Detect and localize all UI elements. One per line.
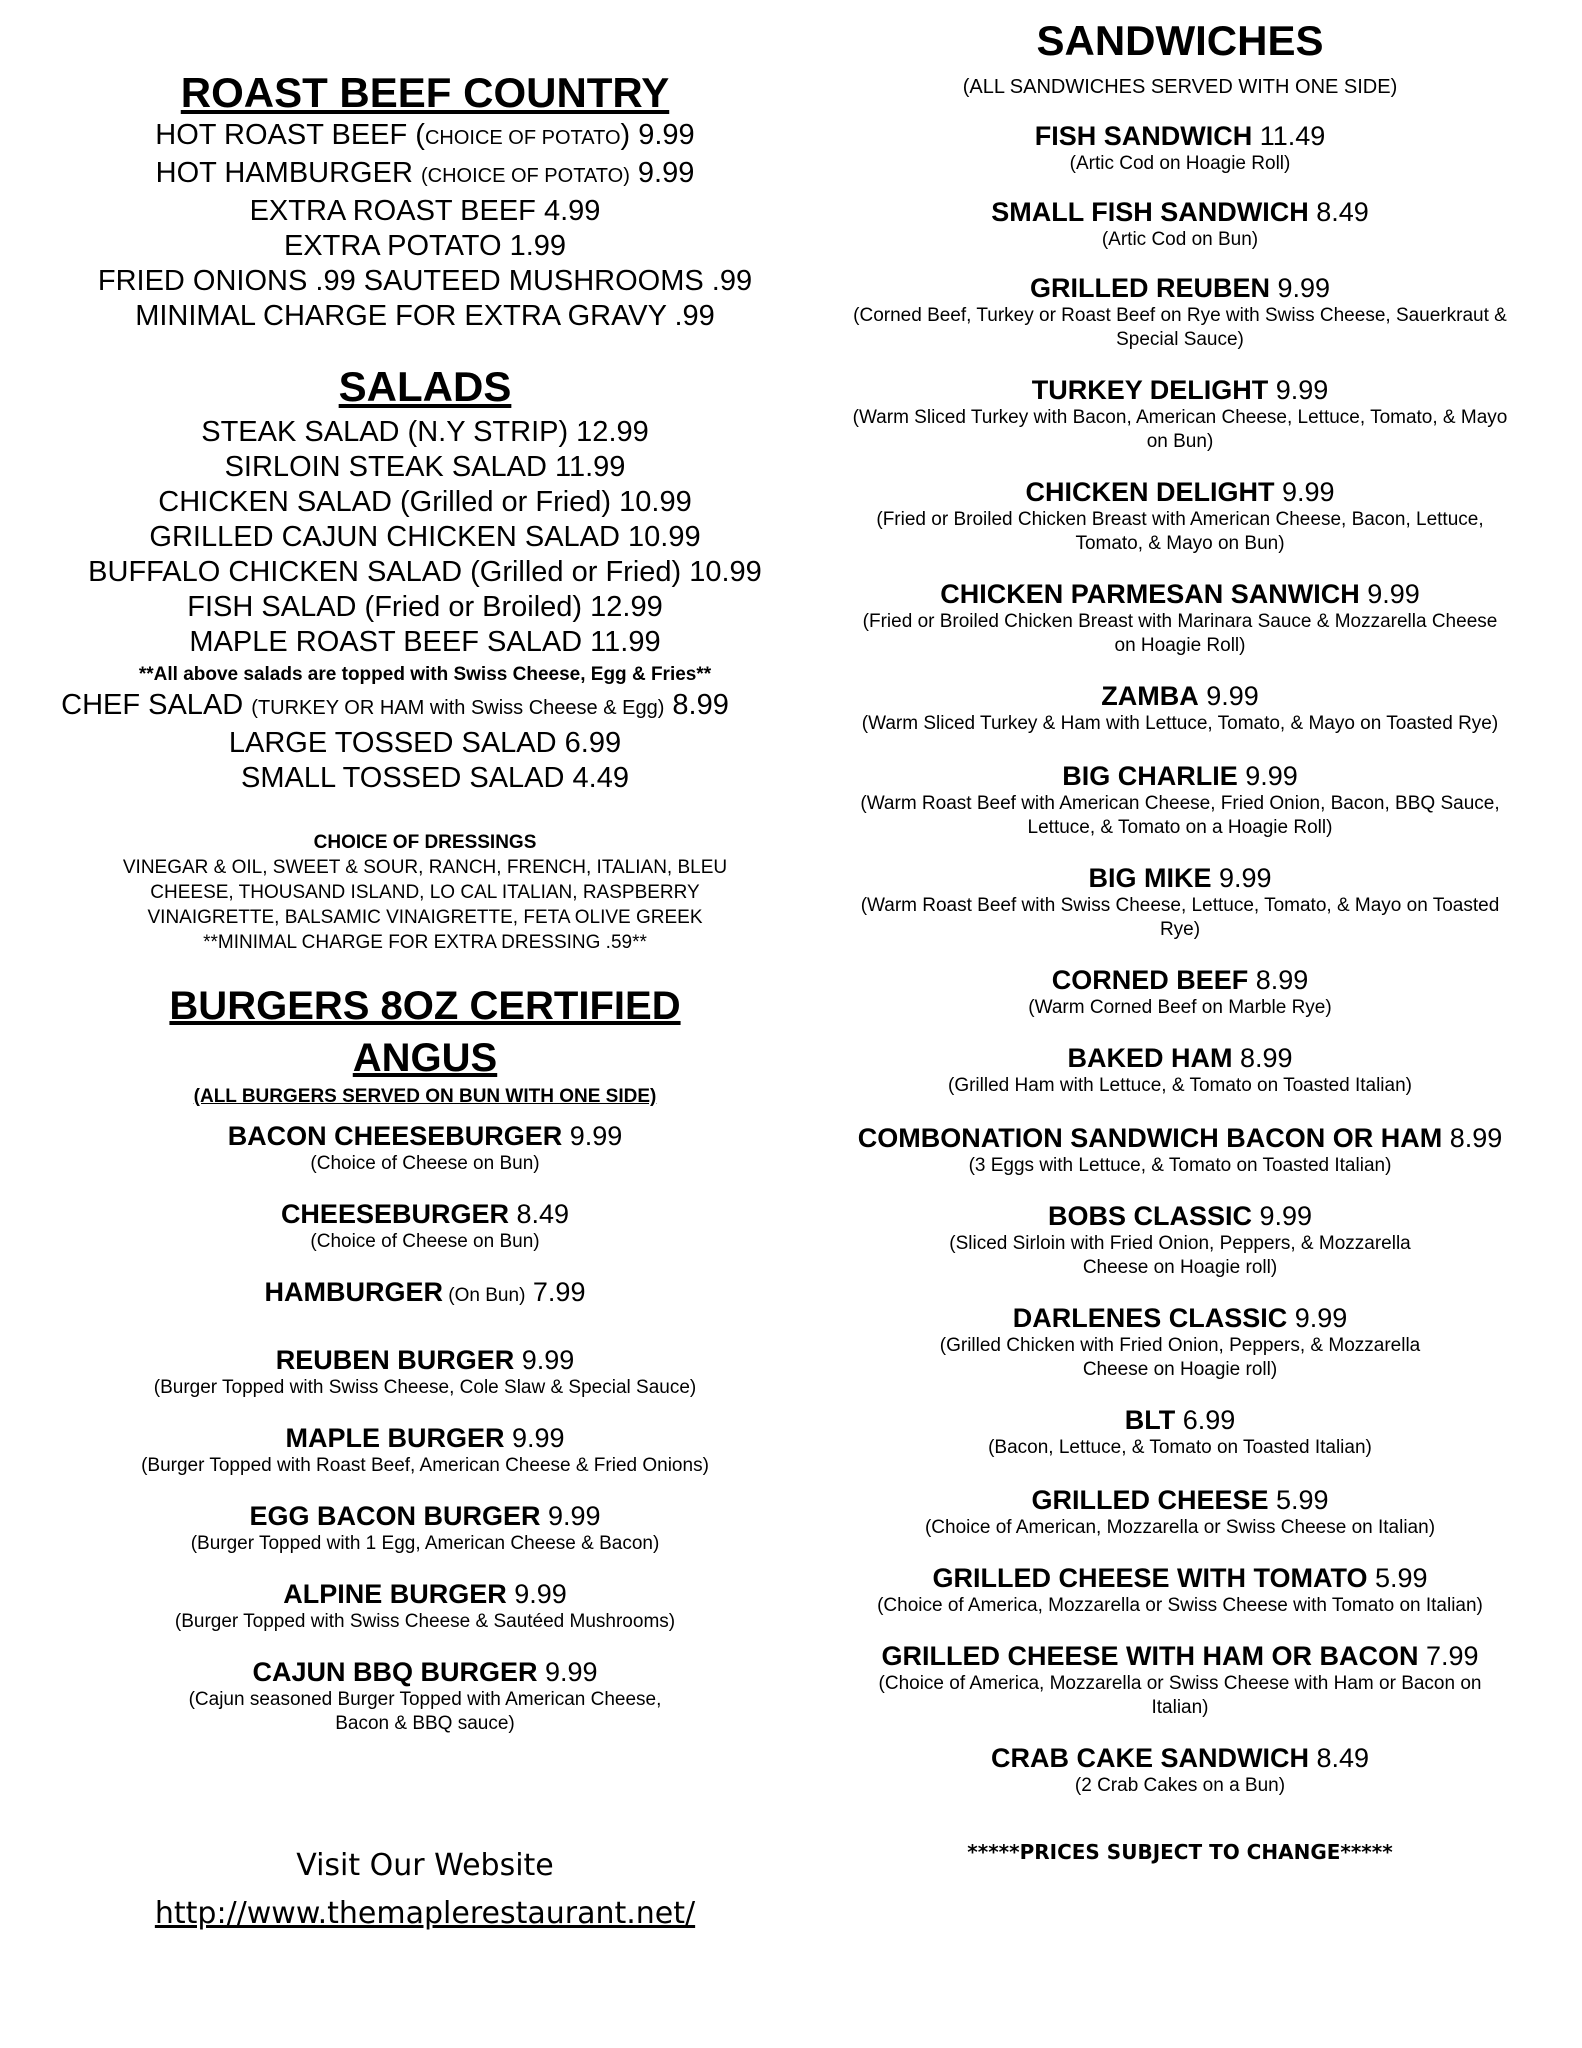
menu-item-grilled-cheese: GRILLED CHEESE 5.99 (Choice of American, Mozzarella or Swiss Cheese on Italian): [924, 1485, 1436, 1538]
salad-item: GRILLED CAJUN CHICKEN SALAD 10.99: [149, 521, 701, 553]
sandwiches-subtitle: (ALL SANDWICHES SERVED WITH ONE SIDE): [962, 76, 1398, 98]
roast-beef-line: HOT ROAST BEEF (CHOICE OF POTATO) 9.99: [155, 119, 695, 151]
dressings-heading: CHOICE OF DRESSINGS: [313, 832, 537, 853]
salad-item: STEAK SALAD (N.Y STRIP) 12.99: [201, 416, 649, 448]
menu-item-big-charlie: BIG CHARLIE 9.99 (Warm Roast Beef with American Cheese, Fried Onion, Bacon, BBQ Sauce, Lettuce, & Tomato on a Hoagie Roll): [860, 761, 1500, 838]
dressings-block: [50, 830, 800, 955]
menu-item-grilled-cheese-tomato: GRILLED CHEESE WITH TOMATO 5.99 (Choice of America, Mozzarella or Swiss Cheese with Tomato on Italian): [877, 1563, 1483, 1616]
salad-item: FISH SALAD (Fried or Broiled) 12.99: [187, 591, 663, 623]
dressings-line: CHEESE, THOUSAND ISLAND, LO CAL ITALIAN, RASPBERRY: [150, 882, 700, 903]
small-tossed-salad: SMALL TOSSED SALAD 4.49: [241, 762, 629, 794]
prices-notice: *****PRICES SUBJECT TO CHANGE*****: [967, 1840, 1393, 1864]
menu-item-chicken-parmesan: CHICKEN PARMESAN SANWICH 9.99 (Fried or Broiled Chicken Breast with Marinara Sauce & Mozzarella Cheese on Hoagie Roll): [862, 579, 1498, 656]
chef-salad: CHEF SALAD (TURKEY OR HAM with Swiss Cheese & Egg) 8.99: [61, 689, 729, 721]
menu-item-baked-ham: BAKED HAM 8.99 (Grilled Ham with Lettuce, & Tomato on Toasted Italian): [948, 1043, 1412, 1096]
menu-item-chicken-delight: CHICKEN DELIGHT 9.99 (Fried or Broiled Chicken Breast with American Cheese, Bacon, Lettuce, Tomato, & Mayo on Bun): [876, 477, 1484, 554]
menu-item-fish-sandwich: FISH SANDWICH 11.49 (Artic Cod on Hoagie Roll): [1034, 121, 1326, 174]
menu-item-grilled-reuben: GRILLED REUBEN 9.99 (Corned Beef, Turkey or Roast Beef on Rye with Swiss Cheese, Sauerkraut & Special Sauce): [853, 273, 1507, 350]
burgers-subtitle: (ALL BURGERS SERVED ON BUN WITH ONE SIDE): [193, 1086, 657, 1107]
menu-item-zamba: ZAMBA 9.99 (Warm Sliced Turkey & Ham with Lettuce, Tomato, & Mayo on Toasted Rye): [861, 681, 1499, 734]
menu-item-grilled-cheese-ham-bacon: GRILLED CHEESE WITH HAM OR BACON 7.99 (Choice of America, Mozzarella or Swiss Cheese with Ham or Bacon on Italian): [878, 1641, 1482, 1718]
roast-beef-line: HOT HAMBURGER (CHOICE OF POTATO) 9.99: [155, 157, 695, 189]
menu-item-maple-burger: MAPLE BURGER 9.99 (Burger Topped with Roast Beef, American Cheese & Fried Onions): [141, 1423, 709, 1476]
menu-item-crab-cake-sandwich: CRAB CAKE SANDWICH 8.49 (2 Crab Cakes on a Bun): [990, 1743, 1370, 1796]
dressings-line: VINEGAR & OIL, SWEET & SOUR, RANCH, FRENCH, ITALIAN, BLEU: [122, 857, 728, 878]
menu-item-big-mike: BIG MIKE 9.99 (Warm Roast Beef with Swiss Cheese, Lettuce, Tomato, & Mayo on Toasted Rye): [860, 863, 1500, 940]
roast-beef-line: FRIED ONIONS .99 SAUTEED MUSHROOMS .99: [97, 265, 753, 297]
website-label: Visit Our Website: [296, 1848, 554, 1883]
menu-item-corned-beef: CORNED BEEF 8.99 (Warm Corned Beef on Marble Rye): [1028, 965, 1332, 1018]
roast-beef-line: EXTRA POTATO 1.99: [283, 230, 567, 262]
salad-item: SIRLOIN STEAK SALAD 11.99: [224, 451, 626, 483]
website-block: [50, 1842, 800, 1938]
chef-salad-group: [50, 688, 800, 796]
menu-item-small-fish-sandwich: SMALL FISH SANDWICH 8.49 (Artic Cod on Bun): [991, 197, 1369, 250]
menu-item-hamburger: HAMBURGER (On Bun) 7.99: [264, 1277, 586, 1307]
dressings-line: VINAIGRETTE, BALSAMIC VINAIGRETTE, FETA OLIVE GREEK: [147, 907, 703, 928]
salad-item: BUFFALO CHICKEN SALAD (Grilled or Fried) 10.99: [88, 556, 762, 588]
large-tossed-salad: LARGE TOSSED SALAD 6.99: [228, 727, 622, 759]
menu-item-darlenes-classic: DARLENES CLASSIC 9.99 (Grilled Chicken with Fried Onion, Peppers, & Mozzarella Cheese on Hoagie roll): [939, 1303, 1421, 1380]
salads-heading: SALADS: [338, 363, 512, 410]
roast-beef-line: MINIMAL CHARGE FOR EXTRA GRAVY .99: [135, 300, 715, 332]
salad-item: CHICKEN SALAD (Grilled or Fried) 10.99: [158, 486, 692, 518]
menu-item-reuben-burger: REUBEN BURGER 9.99 (Burger Topped with Swiss Cheese, Cole Slaw & Special Sauce): [153, 1345, 697, 1398]
menu-item-turkey-delight: TURKEY DELIGHT 9.99 (Warm Sliced Turkey with Bacon, American Cheese, Lettuce, Tomato, & Mayo on Bun): [852, 375, 1508, 452]
salad-note: **All above salads are topped with Swiss Cheese, Egg & Fries**: [138, 664, 712, 685]
menu-item-cheeseburger: CHEESEBURGER 8.49 (Choice of Cheese on Bun): [280, 1199, 570, 1252]
salads-list: [50, 415, 800, 690]
menu-item-bobs-classic: BOBS CLASSIC 9.99 (Sliced Sirloin with Fried Onion, Peppers, & Mozzarella Cheese on Hoagie roll): [949, 1201, 1411, 1278]
menu-item-blt: BLT 6.99 (Bacon, Lettuce, & Tomato on Toasted Italian): [988, 1405, 1372, 1458]
roast-beef-line: EXTRA ROAST BEEF 4.99: [249, 195, 601, 227]
roast-beef-list: [50, 118, 800, 334]
menu-item-combonation-sandwich: COMBONATION SANDWICH BACON OR HAM 8.99 (3 Eggs with Lettuce, & Tomato on Toasted Italian): [857, 1123, 1503, 1176]
sandwiches-heading: SANDWICHES: [1036, 17, 1324, 64]
menu-item-cajun-bbq-burger: CAJUN BBQ BURGER 9.99 (Cajun seasoned Burger Topped with American Cheese, Bacon & BBQ sauce): [188, 1657, 662, 1734]
menu-item-egg-bacon-burger: EGG BACON BURGER 9.99 (Burger Topped with 1 Egg, American Cheese & Bacon): [190, 1501, 660, 1554]
menu-item-alpine-burger: ALPINE BURGER 9.99 (Burger Topped with Swiss Cheese & Sautéed Mushrooms): [174, 1579, 676, 1632]
burgers-heading: BURGERS 8OZ CERTIFIED ANGUS: [169, 984, 681, 1080]
menu-item-bacon-cheeseburger: BACON CHEESEBURGER 9.99 (Choice of Cheese on Bun): [227, 1121, 623, 1174]
website-link[interactable]: http://www.themaplerestaurant.net/: [154, 1896, 696, 1931]
salad-item: MAPLE ROAST BEEF SALAD 11.99: [189, 626, 661, 658]
roast-beef-heading: ROAST BEEF COUNTRY: [180, 69, 670, 116]
dressings-line: **MINIMAL CHARGE FOR EXTRA DRESSING .59**: [203, 932, 647, 953]
